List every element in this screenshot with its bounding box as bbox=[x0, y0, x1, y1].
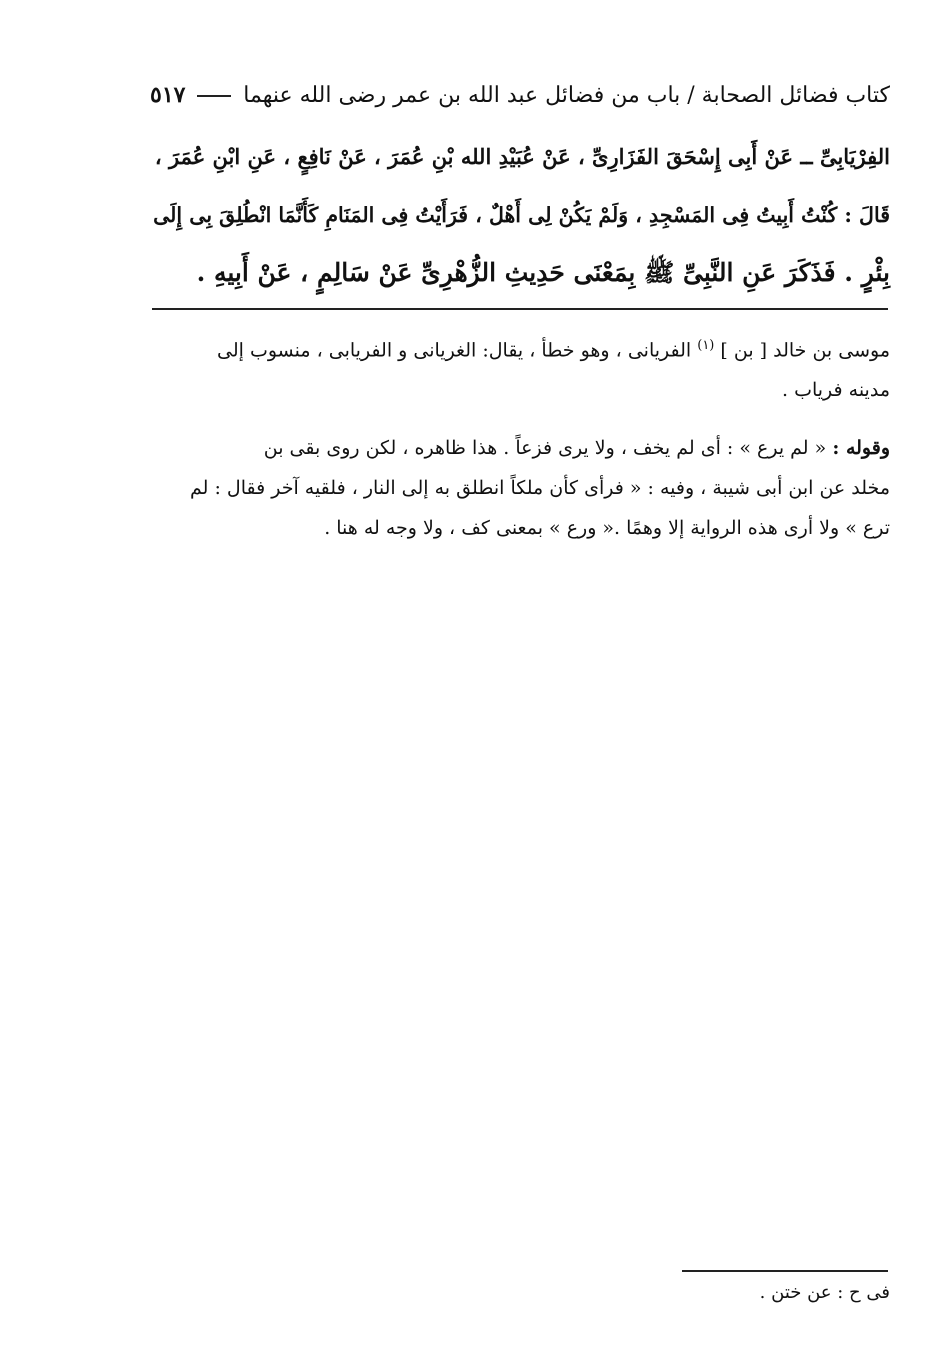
commentary-separator bbox=[152, 308, 888, 310]
commentary-line: مدينه فرياب . bbox=[781, 379, 890, 402]
hadith-text bbox=[150, 128, 890, 302]
header-title: كتاب فضائل الصحابة / باب من فضائل عبد الله بن عمر رضى الله عنهما bbox=[243, 82, 890, 108]
commentary-line: ترع » ولا أرى هذه الرواية إلا وهمًا .« ورع » بمعنى كف ، ولا وجه له هنا . bbox=[324, 517, 890, 540]
commentary-lead: وقوله : bbox=[832, 437, 890, 460]
page-number: ٥١٧ bbox=[150, 82, 186, 108]
footnote: فى ح : عن ختن . bbox=[759, 1282, 890, 1303]
commentary-text: الفريانى ، وهو خطأ ، يقال: الغريانى و الفريابى ، منسوب إلى bbox=[217, 339, 692, 362]
running-header bbox=[150, 82, 890, 108]
commentary-paragraph bbox=[150, 326, 890, 410]
hadith-line: الفِرْيَابِىِّ ــ عَنْ أَبِى إِسْحَقَ الفَزَارِىِّ ، عَنْ عُبَيْدِ الله بْنِ عُمَرَ ، عَنْ نَافِعٍ ، عَنِ ابْنِ عُمَرَ ، bbox=[154, 144, 890, 169]
footnote-rule bbox=[682, 1270, 888, 1272]
commentary-line bbox=[150, 326, 890, 370]
header-rule bbox=[197, 95, 231, 97]
hadith-line: بِئْرٍ . فَذَكَرَ عَنِ النَّبِىِّ ﷺ بِمَعْنَى حَدِيثِ الزُّهْرِىِّ عَنْ سَالِمٍ ، عَنْ أَبِيهِ . bbox=[196, 258, 890, 287]
commentary-line: مخلد عن ابن أبى شيبة ، وفيه : « فرأى كأن ملكاً انطلق به إلى النار ، فلقيه آخر فقال : لم bbox=[189, 477, 890, 500]
commentary bbox=[150, 326, 890, 566]
hadith-line: قَالَ : كُنْتُ أَبِيتُ فِى المَسْجِدِ ، وَلَمْ يَكُنْ لِى أَهْلٌ ، فَرَأَيْتُ فِى المَنَامِ كَأَنَّمَا انْطُلِقَ بِى إِلَى bbox=[153, 203, 890, 227]
commentary-text: موسى بن خالد [ بن ] bbox=[720, 339, 890, 362]
commentary-paragraph bbox=[150, 428, 890, 548]
header-rule-wrap bbox=[185, 93, 243, 97]
footnote-ref: (١) bbox=[697, 338, 715, 353]
commentary-line bbox=[150, 428, 890, 468]
commentary-text: « لم يرع » : أى لم يخف ، ولا يرى فزعاً . هذا ظاهره ، لكن روى بقى بن bbox=[263, 437, 827, 460]
